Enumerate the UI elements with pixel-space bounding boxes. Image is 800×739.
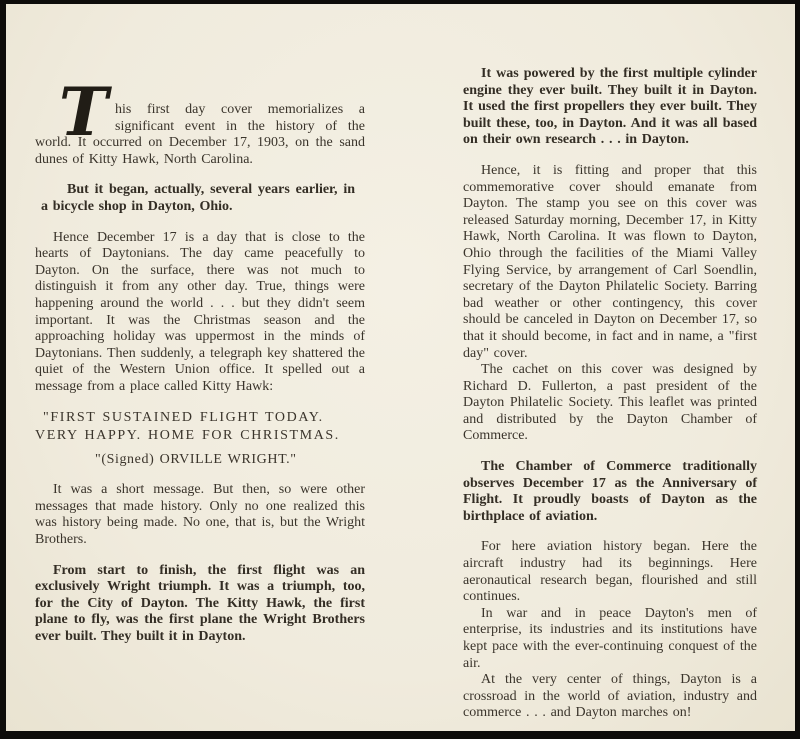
drop-cap-initial: T xyxy=(58,73,108,151)
paragraph: "(Signed) ORVILLE WRIGHT." xyxy=(95,451,297,467)
paragraph: At the very center of things, Dayton is a crossroad in the world of aviation, industry and commerce . . . and Dayton marches on! xyxy=(463,672,757,721)
right-column xyxy=(463,66,757,722)
paragraph xyxy=(35,73,365,168)
paragraph: From start to finish, the first flight was an exclusively Wright triumph. It was a triumph, too, for the City of Dayton. The Kitty Hawk, the first plane to fly, was the first plane the Wright Brothers ever built. They built it in Dayton. xyxy=(35,562,365,645)
paragraph: But it began, actually, several years earlier, in a bicycle shop in Dayton, Ohio. xyxy=(41,182,355,214)
paragraph: "FIRST SUSTAINED FLIGHT TODAY. xyxy=(43,409,324,425)
paragraph: The Chamber of Commerce traditionally observes December 17 as the Anniversary of Flight. It proudly boasts of Dayton as the birthplace of aviation. xyxy=(463,459,757,524)
paragraph: It was powered by the first multiple cylinder engine they ever built. They built it in Dayton. It used the first propellers they ever built. They built these, too, in Dayton. And it was all based on their own research . . . in Dayton. xyxy=(463,66,757,148)
paragraph-text: his first day cover memorializes a significant event in the history of the world. It occurred on December 17, 1903, on the sand dunes of Kitty Hawk, North Carolina. xyxy=(35,102,365,167)
paragraph: It was a short message. But then, so were other messages that made history. Only no one realized this was history being made. No one, that is, but the Wright Brothers. xyxy=(35,482,365,548)
paragraph: VERY HAPPY. HOME FOR CHRISTMAS. xyxy=(35,428,340,444)
paragraph: Hence, it is fitting and proper that this commemorative cover should emanate from Dayton. The stamp you see on this cover was released Saturday morning, December 17, in Kitty Hawk, North Carolina. It was flown to Dayton, Ohio through the facilities of the Miami Valley Flying Service, by arrangement of Carl Soendlin, secretary of the Dayton Philatelic Society. Barring bad weather or other contingency, this cover should be canceled in Dayton on December 17, so that it should become, in fact and in name, a "first day" cover. xyxy=(463,162,757,361)
leaflet-page xyxy=(6,4,795,731)
paragraph: The cachet on this cover was designed by Richard D. Fullerton, a past president of the Dayton Philatelic Society. This leaflet was printed and distributed by the Dayton Chamber of Commerce. xyxy=(463,362,757,444)
paragraph: In war and in peace Dayton's men of enterprise, its industries and its institutions have kept pace with the ever-continuing conquest of the air. xyxy=(463,605,757,671)
paragraph: Hence December 17 is a day that is close to the hearts of Daytonians. The day came peacefully to Dayton. On the surface, there was not much to distinguish it from any other day. True, things were happening around the world . . . but they didn't seem important. It was the Christmas season and the approaching holiday was uppermost in the minds of Daytonians. Then suddenly, a telegraph key shattered the quiet of the Western Union office. It spelled out a message from a place called Kitty Hawk: xyxy=(35,229,365,394)
left-column xyxy=(35,73,365,646)
paragraph: For here aviation history began. Here the aircraft industry had its beginnings. Here aeronautical research began, flourished and still continues. xyxy=(463,539,757,605)
